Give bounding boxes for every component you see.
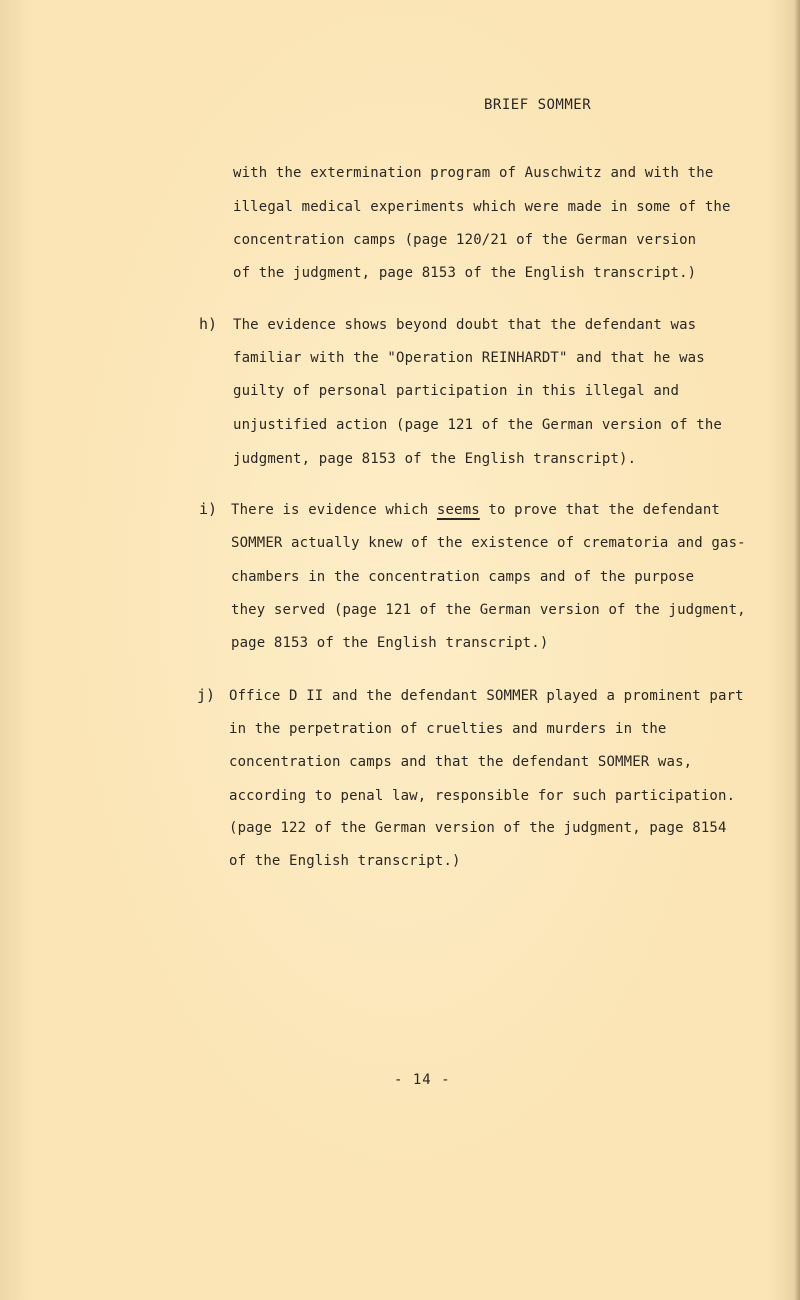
section-j-line: (page 122 of the German version of the judgment, page 8154 — [229, 820, 727, 836]
section-i-line: chambers in the concentration camps and of the purpose — [231, 569, 695, 585]
page-edge-shadow — [794, 0, 800, 1300]
intro-line: of the judgment, page 8153 of the English transcript.) — [233, 265, 697, 281]
section-h-line: guilty of personal participation in this illegal and — [233, 383, 680, 399]
section-j-line: of the English transcript.) — [229, 853, 461, 869]
section-label: i) — [199, 500, 218, 518]
page-header: BRIEF SOMMER — [484, 97, 592, 113]
section-j-line: Office D II and the defendant SOMMER played a prominent part — [229, 688, 744, 704]
section-i-first-line — [231, 502, 720, 518]
section-h-line: familiar with the "Operation REINHARDT" and that he was — [233, 350, 705, 366]
section-i-text: to prove that the defendant — [479, 502, 721, 518]
section-label: j) — [197, 686, 216, 704]
section-i-line: they served (page 121 of the German version of the judgment, — [231, 602, 746, 618]
section-j-line: according to penal law, responsible for such participation. — [229, 788, 736, 804]
section-h-line: judgment, page 8153 of the English transcript). — [233, 451, 637, 467]
section-i-text: There is evidence which — [231, 502, 437, 518]
section-h-line: unjustified action (page 121 of the German version of the — [233, 417, 722, 433]
section-j-line: concentration camps and that the defendant SOMMER was, — [229, 754, 693, 770]
intro-line: concentration camps (page 120/21 of the German version — [233, 232, 697, 248]
section-label: h) — [199, 315, 218, 333]
section-i-line: SOMMER actually knew of the existence of crematoria and gas- — [231, 535, 746, 551]
intro-line: illegal medical experiments which were made in some of the — [233, 199, 731, 215]
intro-line: with the extermination program of Auschwitz and with the — [233, 165, 714, 181]
emphasis-word: seems — [436, 502, 480, 518]
page-number: - 14 - — [394, 1072, 451, 1088]
section-j-line: in the perpetration of cruelties and murders in the — [229, 721, 667, 737]
section-i-line: page 8153 of the English transcript.) — [231, 635, 549, 651]
section-h-line: The evidence shows beyond doubt that the defendant was — [233, 317, 697, 333]
